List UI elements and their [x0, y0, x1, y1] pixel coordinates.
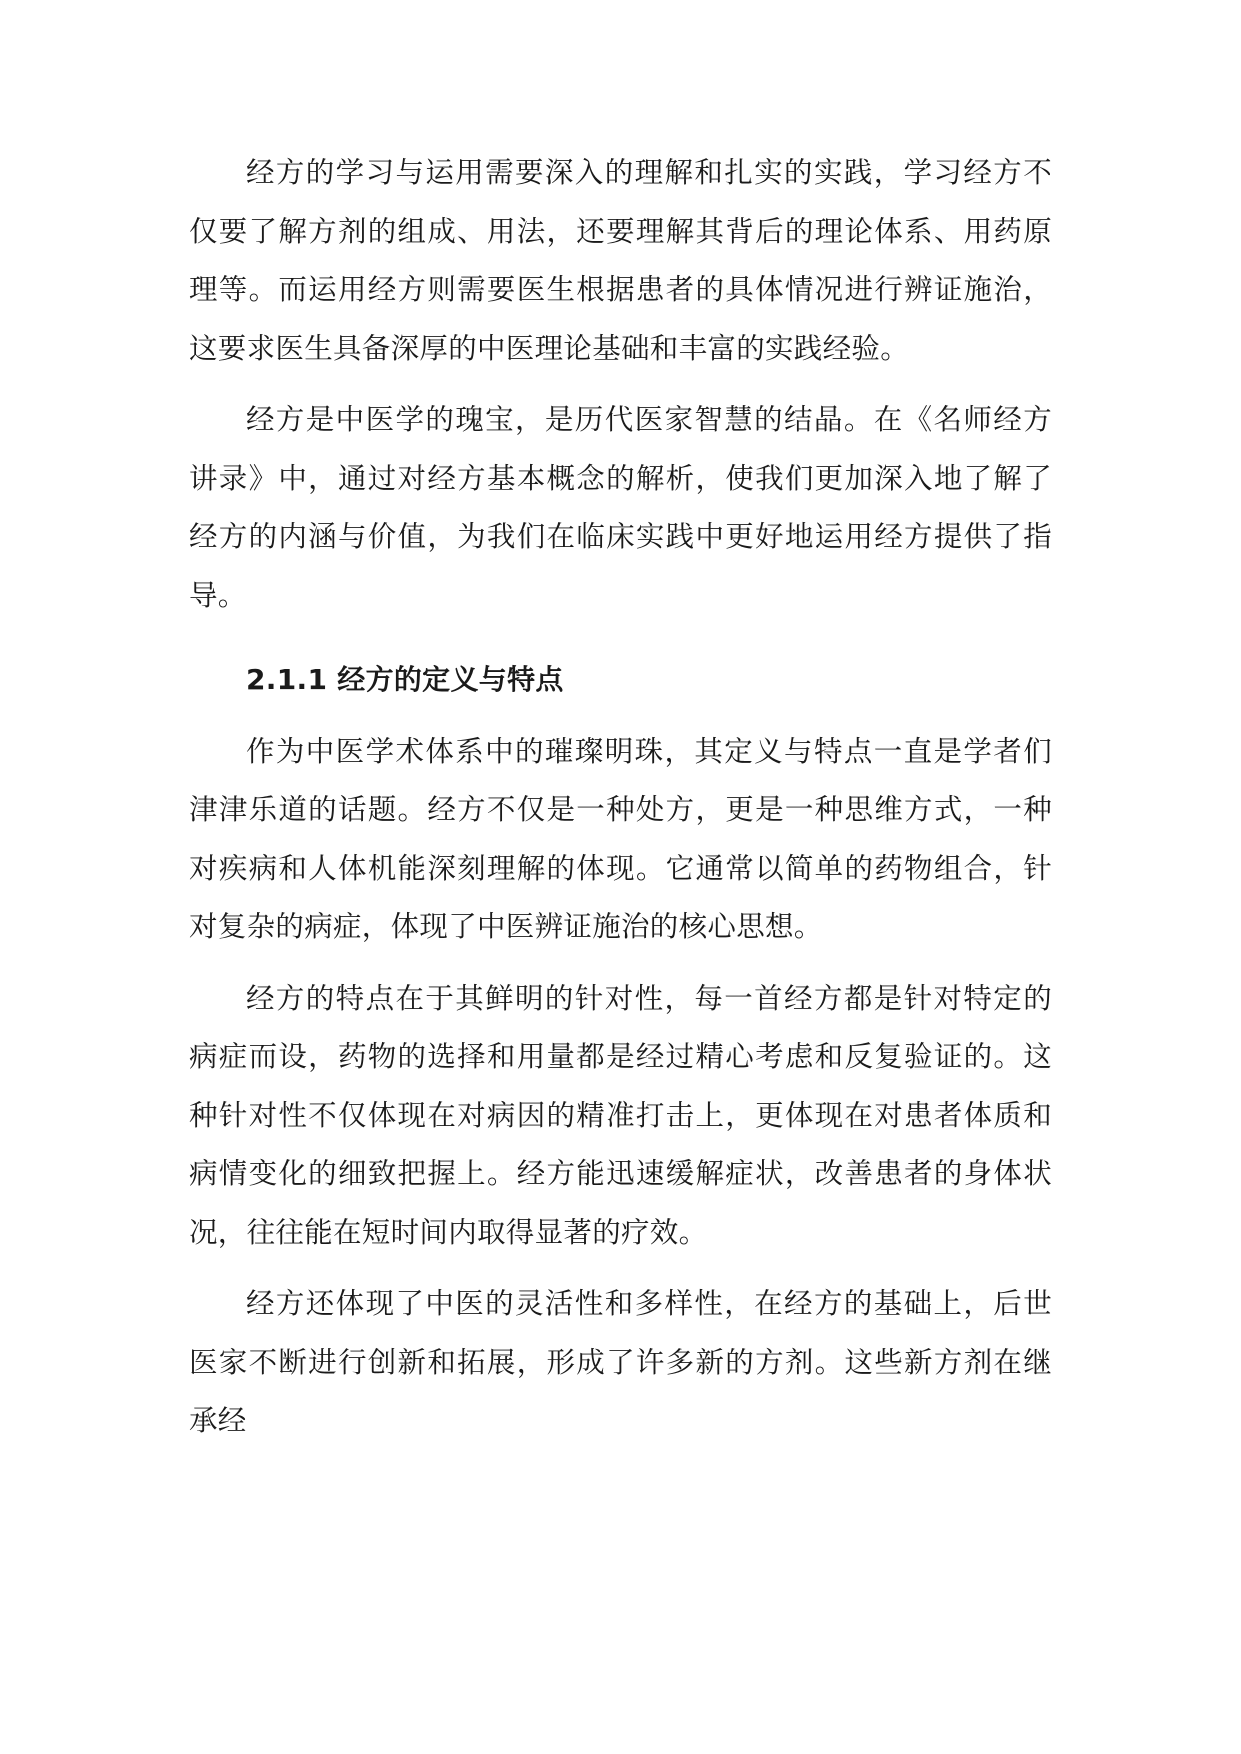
paragraph: 作为中医学术体系中的璀璨明珠，其定义与特点一直是学者们津津乐道的话题。经方不仅是一种处方，更是一种思维方式，一种对疾病和人体机能深刻理解的体现。它通常以简单的药物组合，针对复杂的病症，体现了中医辨证施治的核心思想。: [189, 734, 1052, 943]
paragraph: 经方的特点在于其鲜明的针对性，每一首经方都是针对特定的病症而设，药物的选择和用量都是经过精心考虑和反复验证的。这种针对性不仅体现在对病因的精准打击上，更体现在对患者体质和病情变化的细致把握上。经方能迅速缓解症状，改善患者的身体状况，往往能在短时间内取得显著的疗效。: [189, 981, 1052, 1249]
paragraph: 经方是中医学的瑰宝，是历代医家智慧的结晶。在《名师经方讲录》中，通过对经方基本概念的解析，使我们更加深入地了解了经方的内涵与价值，为我们在临床实践中更好地运用经方提供了指导。: [189, 403, 1052, 612]
document-body: [189, 144, 1052, 1464]
section-heading: 2.1.1 经方的定义与特点: [246, 663, 564, 696]
paragraph: 经方还体现了中医的灵活性和多样性，在经方的基础上，后世医家不断进行创新和拓展，形成了许多新的方剂。这些新方剂在继承经: [189, 1287, 1052, 1437]
paragraph: 经方的学习与运用需要深入的理解和扎实的实践，学习经方不仅要了解方剂的组成、用法，还要理解其背后的理论体系、用药原理等。而运用经方则需要医生根据患者的具体情况进行辨证施治，这要求医生具备深厚的中医理论基础和丰富的实践经验。: [189, 156, 1052, 365]
